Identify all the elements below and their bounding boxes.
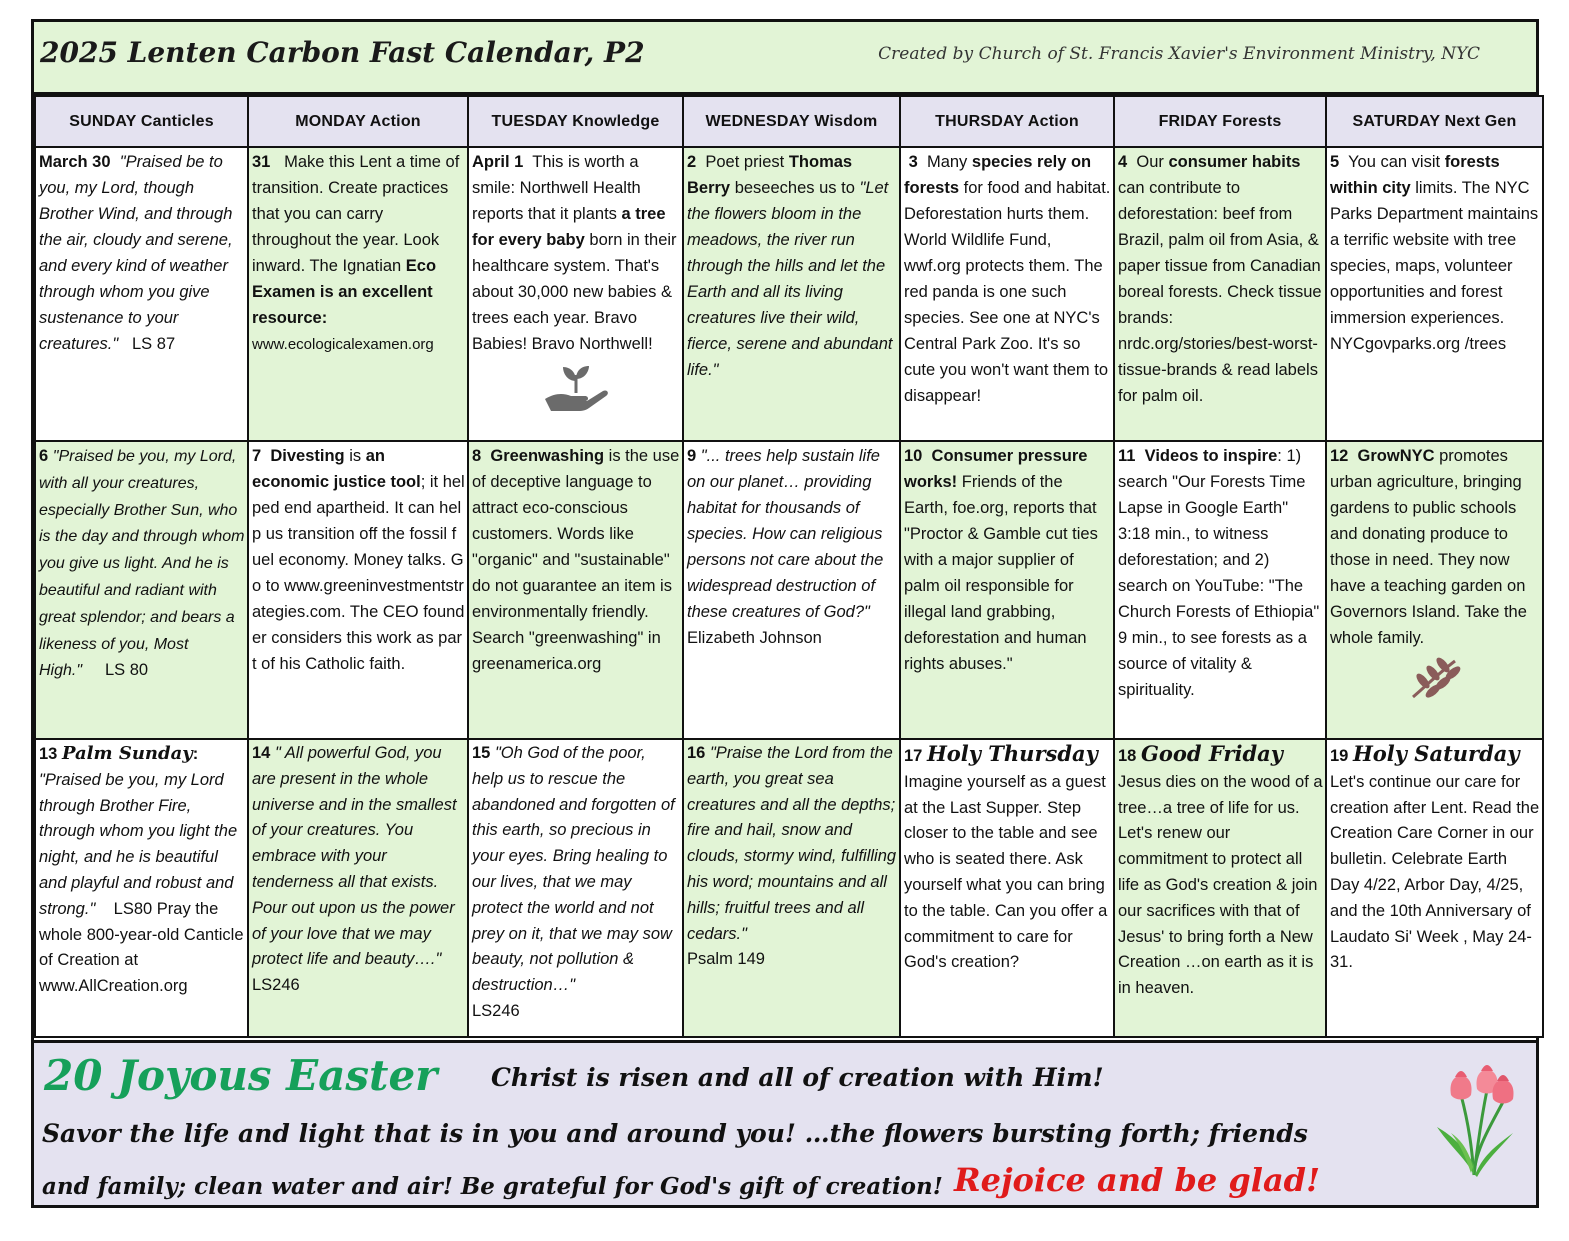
page-credit: Created by Church of St. Francis Xavier's Environment Ministry, NYC bbox=[878, 44, 1480, 64]
holy-day-name: Holy Saturday bbox=[1352, 741, 1520, 766]
day-text-bold: forests within city bbox=[1330, 153, 1500, 197]
day-text-bold: Divesting bbox=[270, 447, 345, 465]
day-text-bold: Thomas Berry bbox=[687, 153, 853, 197]
day-cell-31 bbox=[248, 147, 468, 441]
day-number: 11 bbox=[1118, 447, 1136, 465]
weekday-header-thursday: THURSDAY Action bbox=[900, 96, 1114, 147]
day-text: beseeches us to bbox=[730, 179, 860, 197]
day-text: born in their healthcare system. That's about 30,000 new babies & trees each year. Bravo Babies! Bravo Northwell! bbox=[472, 231, 677, 353]
weekday-header-monday: MONDAY Action bbox=[248, 96, 468, 147]
day-cell-19 bbox=[1326, 739, 1543, 1037]
day-text: Pray the whole 800-year-old Canticle of Creation at www.AllCreation.org bbox=[39, 899, 244, 996]
day-text: Make this Lent a time of transition. Create practices that you can carry throughout the year. Look inward. The Ignatian bbox=[252, 153, 460, 275]
easter-message-line: Savor the life and light that is in you and around you! …the flowers bursting forth; friends bbox=[42, 1119, 1308, 1148]
day-number: 14 bbox=[252, 744, 271, 762]
day-cell-3 bbox=[900, 147, 1114, 441]
day-cell-14 bbox=[248, 739, 468, 1037]
calendar-grid bbox=[34, 95, 1544, 1038]
day-cell-17 bbox=[900, 739, 1114, 1037]
holy-day-name: Good Friday bbox=[1140, 741, 1283, 766]
prayer-quote: " All powerful God, you are present in the whole universe and in the smallest of your creatures. You embrace with your tenderness all that exists. Pour out upon us the power of your love that we may protect life and beauty…." bbox=[252, 744, 457, 969]
day-number: 19 bbox=[1330, 747, 1349, 765]
resource-link[interactable]: www.ecologicalexamen.org bbox=[252, 336, 434, 353]
day-text-bold: species rely on forests bbox=[904, 153, 1092, 197]
canticle-quote: "Praised be you, my Lord through Brother Fire, through whom you light the night, and he is beautiful and playful and robust and strong." bbox=[39, 770, 238, 918]
quote-reference: LS 80 bbox=[104, 661, 149, 680]
quote-reference: LS 87 bbox=[132, 335, 176, 353]
day-cell-11 bbox=[1114, 441, 1326, 739]
calendar-sheet bbox=[31, 19, 1539, 1208]
easter-risen-text: Christ is risen and all of creation with Him! bbox=[491, 1063, 1104, 1092]
day-text: for food and habitat. Deforestation hurts them. World Wildlife Fund, wwf.org protects them. The red panda is one such species. See one at NYC's Central Park Zoo. It's so cute you won't want them to disappear! bbox=[904, 179, 1111, 405]
weekday-header-tuesday: TUESDAY Knowledge bbox=[468, 96, 683, 147]
day-cell-6 bbox=[35, 441, 248, 739]
day-text: Friends of the Earth, foe.org, reports that "Proctor & Gamble cut ties with a major supplier of palm oil responsible for illegal land grabbing, deforestation and human rights abuses." bbox=[904, 473, 1098, 673]
easter-message-line: and family; clean water and air! Be grateful for God's gift of creation! bbox=[42, 1173, 943, 1200]
easter-title: 20 Joyous Easter bbox=[44, 1051, 438, 1100]
day-cell-16 bbox=[683, 739, 900, 1037]
day-text: You can visit bbox=[1348, 153, 1445, 171]
easter-rejoice-text: Rejoice and be glad! bbox=[954, 1161, 1321, 1199]
weekday-header-saturday: SATURDAY Next Gen bbox=[1326, 96, 1543, 147]
prayer-quote: "Oh God of the poor, help us to rescue the abandoned and forgotten of this earth, so precious in your eyes. Bring healing to our lives, that we may protect the world and not prey on it, that we may sow beauty, not pollution & destruction…" bbox=[472, 744, 675, 995]
quote-reference: Psalm 149 bbox=[687, 950, 765, 969]
day-text-bold: Videos to inspire bbox=[1144, 447, 1278, 465]
holy-day-name: Holy Thursday bbox=[926, 741, 1098, 766]
day-cell-7 bbox=[248, 441, 468, 739]
day-number: 31 bbox=[252, 153, 271, 171]
day-number: 5 bbox=[1330, 153, 1340, 171]
day-text: promotes urban agriculture, bringing gardens to public schools and donating produce to those in need. They now have a teaching garden on Governors Island. Take the whole family. bbox=[1330, 447, 1527, 647]
day-cell-8 bbox=[468, 441, 683, 739]
day-number: 12 bbox=[1330, 447, 1349, 465]
day-text: : 1) search "Our Forests Time Lapse in Google Earth" 3:18 min., to witness deforestation; and 2) search on YouTube: "The Church Forests of Ethiopia" 9 min., to see forests as a source of vitality & spirituality. bbox=[1118, 447, 1320, 699]
day-text: is bbox=[344, 447, 366, 465]
day-text: limits. The NYC Parks Department maintains a terrific website with tree species, maps, volunteer opportunities and forest immersion experiences. NYCgovparks.org /trees bbox=[1330, 179, 1539, 353]
day-text-bold: a tree for every baby bbox=[472, 205, 666, 249]
tulips-icon bbox=[1429, 1055, 1519, 1184]
day-cell-13: 13 Palm Sunday: "Praised be you, my Lord through Brother Fire, through whom you light the night, and he is beautiful and playful and robust and strong." LS80 Pray the whole 800-year-old Canticle of Creation at www.AllCreation.org bbox=[35, 739, 248, 1037]
day-cell-10 bbox=[900, 441, 1114, 739]
day-cell-15 bbox=[468, 739, 683, 1037]
day-text-bold: consumer habits bbox=[1168, 153, 1301, 171]
day-text-bold: an economic justice tool bbox=[252, 447, 421, 491]
day-number: 16 bbox=[687, 744, 706, 762]
day-number: March 30 bbox=[39, 153, 111, 171]
day-text: is the use of deceptive language to attract eco-conscious customers. Words like "organic" and "sustainable" do not guarantee an item is environmentally friendly. Search "greenwashing" in greenamerica.org bbox=[472, 447, 680, 673]
week-row-3 bbox=[35, 739, 1543, 1037]
wisdom-quote: "... trees help sustain life on our planet… providing habitat for thousands of species. How can religious persons not care about the widespread destruction of these creatures of God?" bbox=[687, 447, 884, 621]
weekday-header-row bbox=[35, 96, 1543, 147]
week-row-2 bbox=[35, 441, 1543, 739]
day-text: Jesus dies on the wood of a tree…a tree of life for us. Let's renew our commitment to protect all life as God's creation & join our sacrifices with that of Jesus' to bring forth a New Creation …on earth as it is in heaven. bbox=[1118, 772, 1323, 998]
day-text-bold: Consumer pressure works! bbox=[904, 447, 1088, 491]
canticle-quote: "Praised be to you, my Lord, though Brother Wind, and through the air, cloudy and serene, and every kind of weather through whom you give sustenance to your creatures." bbox=[39, 153, 233, 353]
day-number: 17 bbox=[904, 747, 923, 765]
day-text: Poet priest bbox=[705, 153, 789, 171]
day-cell-5 bbox=[1326, 147, 1543, 441]
leaf-branch-icon bbox=[1330, 655, 1540, 709]
day-number: 7 bbox=[252, 447, 262, 465]
day-cell-4 bbox=[1114, 147, 1326, 441]
day-number: 13 bbox=[39, 745, 58, 763]
canticle-quote: "Praised be you, my Lord, with all your creatures, especially Brother Sun, who is the day and through whom you give us light. And he is beautiful and radiant with great splendor; and bears a likeness of you, Most High." bbox=[39, 448, 245, 680]
day-text: Let's continue our care for creation after Lent. Read the Creation Care Corner in our bulletin. Celebrate Earth Day 4/22, Arbor Day, 4/25, and the 10th Anniversary of Laudato Si' Week , May 24-31. bbox=[1330, 772, 1540, 972]
day-text: This is worth a smile: Northwell Health reports that it plants bbox=[472, 153, 641, 223]
wisdom-quote: "Let the flowers bloom in the meadows, the river run through the hills and let the Earth and all its living creatures live their wild, fierce, serene and abundant life." bbox=[687, 179, 893, 379]
day-cell-9 bbox=[683, 441, 900, 739]
day-number: 3 bbox=[908, 153, 918, 171]
day-cell-april-1 bbox=[468, 147, 683, 441]
title-bar bbox=[34, 22, 1536, 95]
weekday-header-sunday: SUNDAY Canticles bbox=[35, 96, 248, 147]
hand-sprout-icon bbox=[472, 363, 680, 421]
quote-reference: LS246 bbox=[252, 976, 300, 995]
day-number: 15 bbox=[472, 744, 491, 762]
quote-author: Elizabeth Johnson bbox=[687, 629, 822, 647]
day-cell-12 bbox=[1326, 441, 1543, 739]
day-number: 18 bbox=[1118, 747, 1137, 765]
day-text-bold: GrowNYC bbox=[1357, 447, 1435, 465]
easter-banner bbox=[34, 1040, 1536, 1205]
psalm-quote: "Praise the Lord from the earth, you great sea creatures and all the depths; fire and hail, snow and clouds, stormy wind, fulfilling his word; mountains and all hills; fruitful trees and all cedars." bbox=[687, 744, 897, 943]
quote-reference: LS246 bbox=[472, 1001, 520, 1020]
day-text: Imagine yourself as a guest at the Last Supper. Step closer to the table and see who is seated there. Ask yourself what you can bring to the table. Can you offer a commitment to care for God's creation? bbox=[904, 772, 1108, 972]
day-number: 8 bbox=[472, 447, 482, 465]
day-cell-2 bbox=[683, 147, 900, 441]
weekday-header-friday: FRIDAY Forests bbox=[1114, 96, 1326, 147]
day-number: 4 bbox=[1118, 153, 1128, 171]
day-text: Our bbox=[1136, 153, 1169, 171]
day-number: 9 bbox=[687, 447, 697, 465]
quote-reference: LS80 bbox=[113, 899, 153, 918]
day-cell-18 bbox=[1114, 739, 1326, 1037]
day-number: April 1 bbox=[472, 153, 524, 171]
day-text: can contribute to deforestation: beef from Brazil, palm oil from Asia, & paper tissue from Canadian boreal forests. Check tissue brands: nrdc.org/stories/best-worst-tissue-brands & read labels for palm oil. bbox=[1118, 179, 1322, 405]
day-text-bold: Greenwashing bbox=[490, 447, 605, 465]
day-cell-march-30 bbox=[35, 147, 248, 441]
holy-day-name: Palm Sunday bbox=[61, 743, 193, 764]
day-text-bold: Eco Examen is an excellent resource: bbox=[252, 257, 437, 327]
day-number: 6 bbox=[39, 447, 49, 465]
day-number: 10 bbox=[904, 447, 923, 465]
page-title: 2025 Lenten Carbon Fast Calendar, P2 bbox=[40, 36, 645, 69]
week-row-1 bbox=[35, 147, 1543, 441]
day-text: ; it helped end apartheid. It can help us transition off the fossil fuel economy. Money talks. Go to www.greeninvestmentstrategies.com. The CEO founder considers this work as part of his Catholic faith. bbox=[252, 473, 465, 673]
weekday-header-wednesday: WEDNESDAY Wisdom bbox=[683, 96, 900, 147]
day-text: Many bbox=[926, 153, 972, 171]
day-number: 2 bbox=[687, 153, 697, 171]
